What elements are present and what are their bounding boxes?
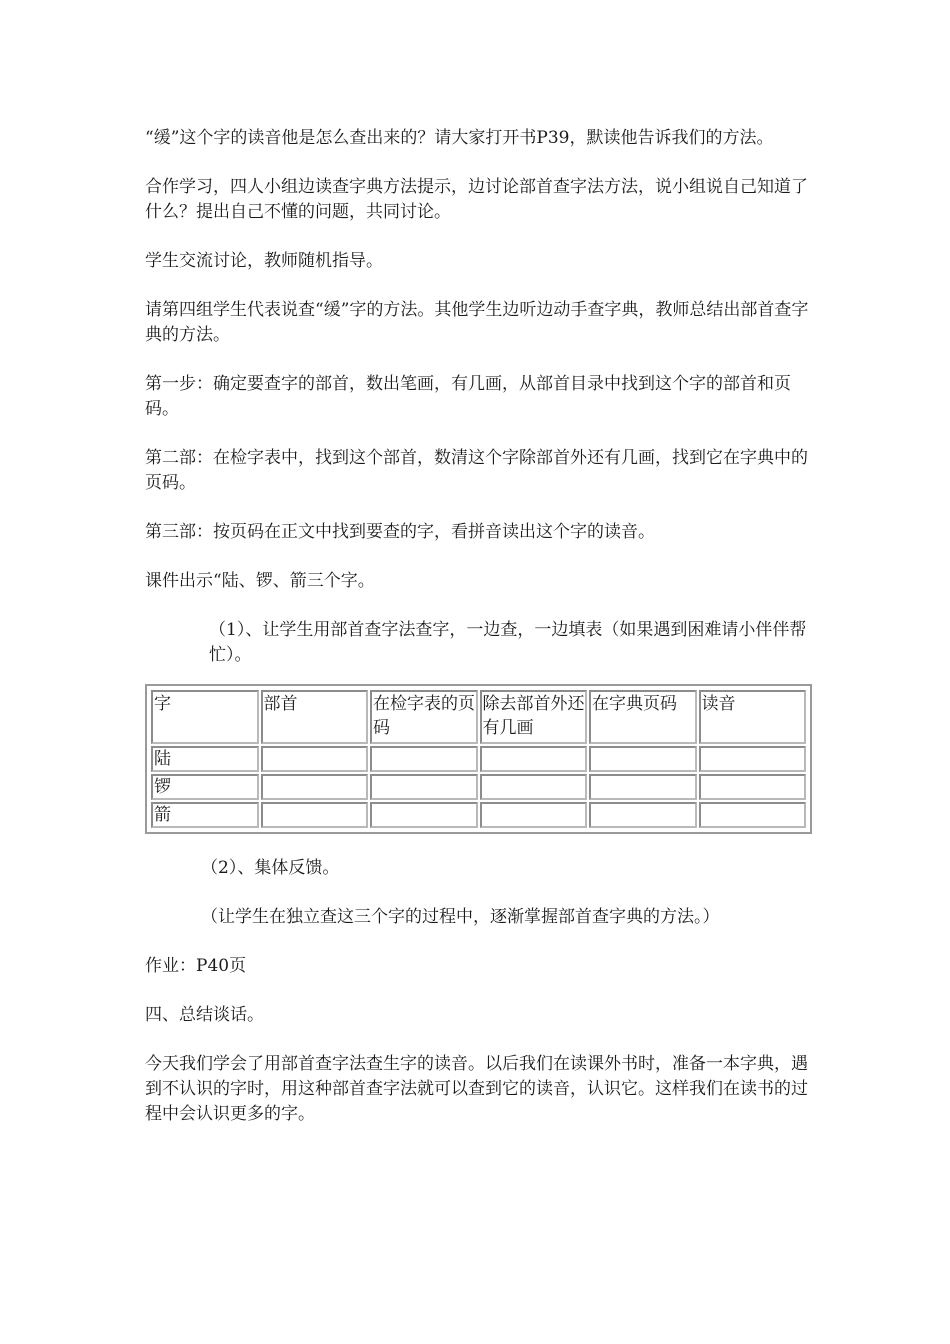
table-cell-empty	[370, 802, 478, 828]
paragraph: 课件出示“陆、锣、箭三个字。	[145, 571, 375, 591]
table-header-cell: 除去部首外还有几画	[480, 690, 588, 744]
paragraph: 合作学习，四人小组边读查字典方法提示，边讨论部首查字法方法，说小组说自己知道了什么？提出自己不懂的问题，共同讨论。	[145, 177, 808, 222]
paragraph-step-one: 第一步：确定要查字的部首，数出笔画，有几画，从部首目录中找到这个字的部首和页码。	[145, 374, 791, 419]
table-cell-character: 锣	[151, 774, 259, 800]
table-cell-empty	[589, 774, 697, 800]
table-cell-empty	[589, 802, 697, 828]
table-header-cell: 读音	[699, 690, 807, 744]
table-row	[151, 746, 806, 772]
summary-paragraph: 今天我们学会了用部首查字法查生字的读音。以后我们在读课外书时，准备一本字典，遇到不认识的字时，用这种部首查字法就可以查到它的读音，认识它。这样我们在读书的过程中会认识更多的字。	[145, 1054, 808, 1124]
table-header-row	[151, 690, 806, 744]
table-header-cell: 在检字表的页码	[370, 690, 478, 744]
section-heading: 四、总结谈话。	[145, 1005, 264, 1025]
instruction-step-1: （1）、让学生用部首查字法查字，一边查，一边填表（如果遇到困难请小伴伴帮忙）。	[209, 620, 807, 665]
table-cell-empty	[699, 746, 807, 772]
table-cell-empty	[261, 802, 369, 828]
paragraph: 学生交流讨论，教师随机指导。	[145, 251, 383, 271]
homework-line: 作业：P40页	[145, 956, 247, 976]
paragraph: 请第四组学生代表说查“缓”字的方法。其他学生边听边动手查字典，教师总结出部首查字典的方法。	[145, 300, 809, 345]
table-cell-empty	[261, 774, 369, 800]
paragraph-step-three: 第三部：按页码在正文中找到要查的字，看拼音读出这个字的读音。	[145, 522, 655, 542]
table-cell-empty	[480, 774, 588, 800]
table-cell-empty	[370, 774, 478, 800]
table-cell-character: 陆	[151, 746, 259, 772]
paragraph-step-two: 第二部：在检字表中，找到这个部首，数清这个字除部首外还有几画，找到它在字典中的页码。	[145, 448, 808, 493]
table-header-cell: 字	[151, 690, 259, 744]
table-cell-character: 箭	[151, 802, 259, 828]
table-header-cell: 部首	[261, 690, 369, 744]
lookup-table	[149, 688, 808, 830]
table-cell-empty	[261, 746, 369, 772]
paragraph: “缓”这个字的读音他是怎么查出来的？请大家打开书P39，默读他告诉我们的方法。	[145, 128, 774, 148]
document-body	[145, 126, 810, 1127]
teaching-note: （让学生在独立查这三个字的过程中，逐渐掌握部首查字典的方法。）	[201, 907, 720, 927]
table-header-cell: 在字典页码	[589, 690, 697, 744]
table-row	[151, 802, 806, 828]
instruction-step-2: （2）、集体反馈。	[201, 858, 340, 878]
table-cell-empty	[480, 746, 588, 772]
lookup-table-frame	[145, 684, 812, 834]
table-cell-empty	[370, 746, 478, 772]
table-cell-empty	[480, 802, 588, 828]
table-row	[151, 774, 806, 800]
table-cell-empty	[699, 774, 807, 800]
table-cell-empty	[589, 746, 697, 772]
table-cell-empty	[699, 802, 807, 828]
